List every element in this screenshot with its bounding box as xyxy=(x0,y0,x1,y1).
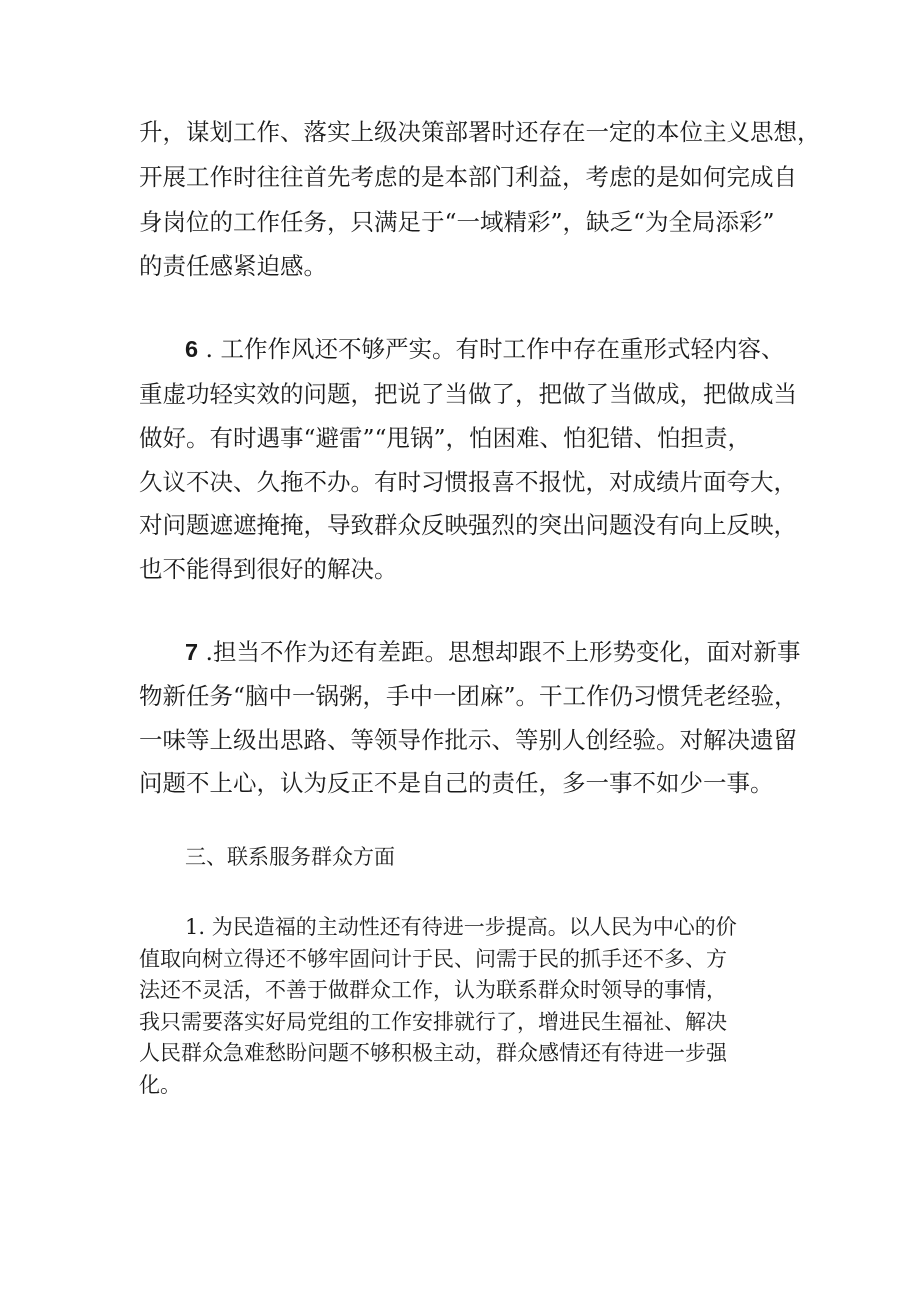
section-heading: 三、联系服务群众方面 xyxy=(185,845,395,869)
paragraph-line: 做好。有时遇事“避雷”“甩锅”，怕困难、怕犯错、怕担责， xyxy=(139,424,752,452)
item-number: 7 xyxy=(185,639,199,665)
paragraph-line: 我只需要落实好局党组的工作安排就行了，增进民生福祉、解决 xyxy=(139,1010,727,1034)
paragraph-line: 对问题遮遮掩掩，导致群众反映强烈的突出问题没有向上反映， xyxy=(139,511,797,539)
paragraph-line: 的责任感紧迫感。 xyxy=(139,252,327,280)
paragraph-line: 开展工作时往往首先考虑的是本部门利益，考虑的是如何完成自 xyxy=(139,163,797,191)
paragraph-line: 人民群众急难愁盼问题不够积极主动，群众感情还有待进一步强 xyxy=(139,1041,727,1065)
item-7-first-line xyxy=(185,637,801,667)
paragraph-line: 问题不上心，认为反正不是自己的责任，多一事不如少一事。 xyxy=(139,769,774,797)
item-text: . 工作作风还不够严实。有时工作中存在重形式轻内容、 xyxy=(198,335,785,363)
paragraph-line: 法还不灵活，不善于做群众工作，认为联系群众时领导的事情， xyxy=(139,978,727,1002)
item-6-first-line xyxy=(185,334,785,364)
paragraph-line: 身岗位的工作任务，只满足于“一域精彩”，缺乏“为全局添彩” xyxy=(139,208,775,236)
item-number: 6 xyxy=(185,336,199,362)
paragraph-line: 重虚功轻实效的问题，把说了当做了，把做了当做成，把做成当 xyxy=(139,380,797,408)
paragraph-line: 也不能得到很好的解决。 xyxy=(139,555,398,583)
paragraph-line: 物新任务“脑中一锅粥，手中一团麻”。干工作仍习惯凭老经验， xyxy=(139,682,798,710)
paragraph-line: 值取向树立得还不够牢固问计于民、问需于民的抓手还不多、方 xyxy=(139,947,727,971)
section-item-1-first-line: 1. 为民造福的主动性还有待进一步提高。以人民为中心的价 xyxy=(185,915,737,939)
item-text: .担当不作为还有差距。思想却跟不上形势变化，面对新事 xyxy=(198,638,801,666)
paragraph-line: 久议不决、久拖不办。有时习惯报喜不报忧，对成绩片面夸大， xyxy=(139,468,797,496)
paragraph-line: 升，谋划工作、落实上级决策部署时还存在一定的本位主义思想， xyxy=(139,118,821,146)
paragraph-line: 一味等上级出思路、等领导作批示、等别人创经验。对解决遗留 xyxy=(139,726,797,754)
paragraph-line: 化。 xyxy=(139,1073,181,1097)
